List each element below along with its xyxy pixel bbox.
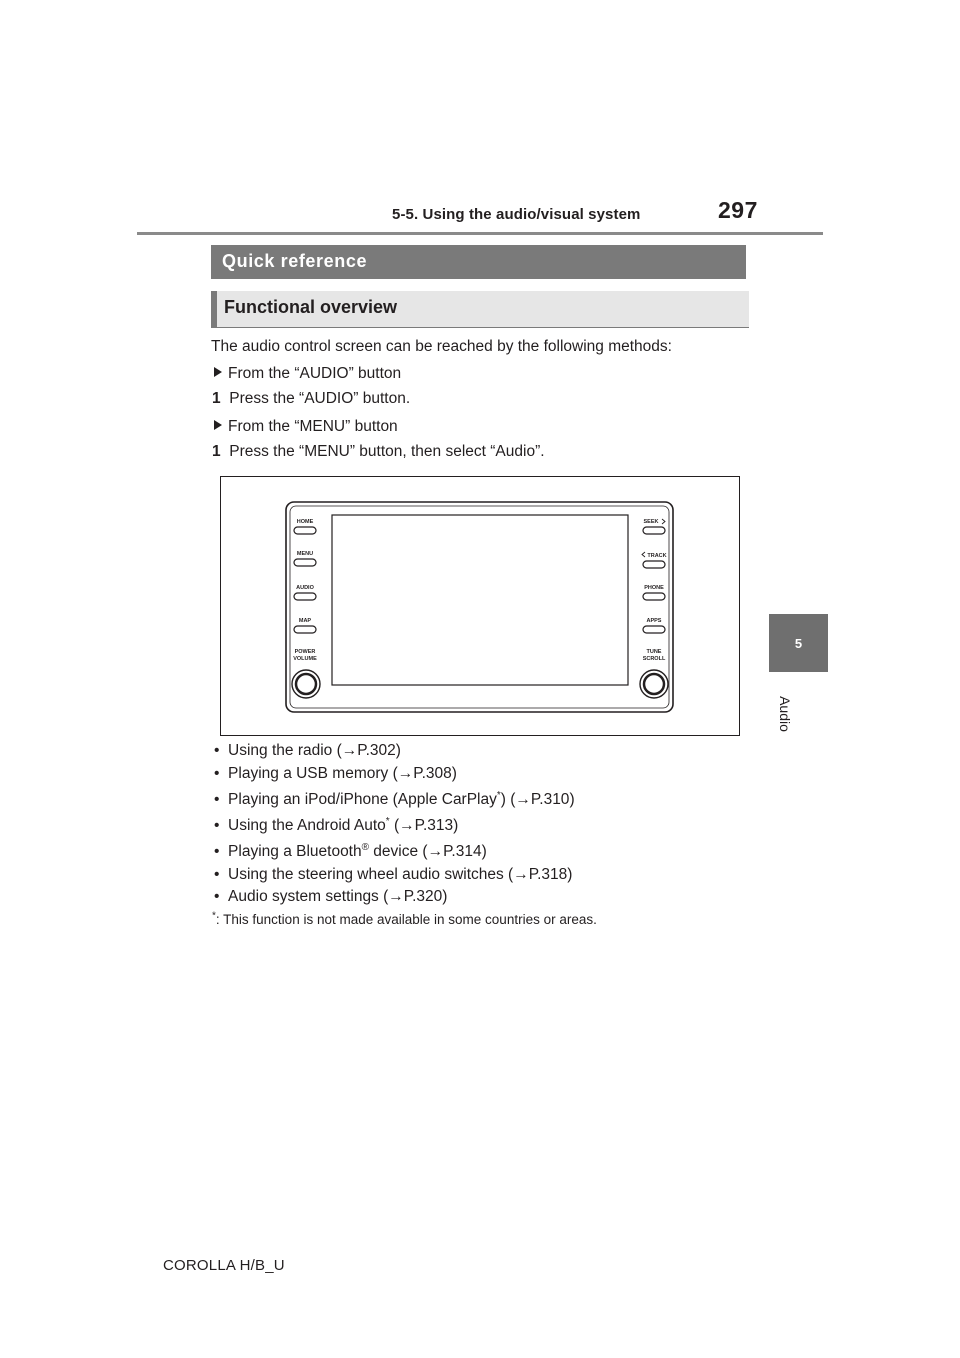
menu-button-label: MENU xyxy=(296,551,314,557)
audio-button xyxy=(294,593,316,600)
footer-model-code: COROLLA H/B_U xyxy=(163,1257,285,1274)
volume-label: VOLUME xyxy=(293,656,317,662)
list-item: • Playing a USB memory (→P.308) xyxy=(214,765,457,782)
method-step-audio xyxy=(212,389,410,409)
arrow-right-icon xyxy=(214,367,222,377)
head-unit-figure xyxy=(220,476,740,736)
functional-overview-heading: Functional overview xyxy=(211,291,749,328)
map-button xyxy=(294,626,316,633)
list-item: • Using the radio (→P.302) xyxy=(214,742,401,759)
menu-button xyxy=(294,559,316,566)
footnote-mark: * xyxy=(212,910,216,922)
intro-text: The audio control screen can be reached by the following methods: xyxy=(211,338,672,355)
chapter-side-label: Audio xyxy=(777,696,793,732)
quick-reference-banner: Quick reference xyxy=(211,245,746,279)
list-item: • Using the Android Auto* (→P.313) xyxy=(214,815,459,834)
track-button-label: TRACK xyxy=(647,553,667,559)
page-reference-link[interactable]: P.320 xyxy=(403,888,443,905)
footnote-text: : This function is not made available in some countries or areas. xyxy=(215,912,597,927)
chapter-number: 5 xyxy=(794,635,803,651)
step-text: Press the “AUDIO” button. xyxy=(229,390,411,407)
step-text: Press the “MENU” button, then select “Audio”. xyxy=(229,443,545,460)
home-button xyxy=(294,527,316,534)
method-heading-audio: From the “AUDIO” button xyxy=(214,364,401,384)
step-number: 1 xyxy=(212,443,221,460)
list-item: • Using the steering wheel audio switches (→P.318) xyxy=(214,866,573,883)
page-reference-link[interactable]: P.310 xyxy=(530,791,570,808)
page-reference-link[interactable]: P.313 xyxy=(414,817,454,834)
section-title: 5-5. Using the audio/visual system xyxy=(392,206,641,223)
chapter-tab[interactable] xyxy=(769,614,828,672)
list-item: • Audio system settings (→P.320) xyxy=(214,888,448,905)
list-item: • Playing an iPod/iPhone (Apple CarPlay*) (→P.310) xyxy=(214,789,575,808)
method-heading-menu: From the “MENU” button xyxy=(214,417,398,437)
page-reference-link[interactable]: P.308 xyxy=(413,765,452,782)
track-button xyxy=(643,561,665,568)
scroll-label: SCROLL xyxy=(642,656,666,662)
list-item: • Playing a Bluetooth® device (→P.314) xyxy=(214,841,487,860)
apps-button xyxy=(643,626,665,633)
tune-label: TUNE xyxy=(646,649,662,655)
page-reference-link[interactable]: P.318 xyxy=(528,866,568,883)
audio-button-label: AUDIO xyxy=(296,585,314,591)
footnote xyxy=(212,912,597,927)
seek-button xyxy=(643,527,665,534)
apps-button-label: APPS xyxy=(646,618,662,624)
arrow-right-icon xyxy=(214,420,222,430)
method-step-menu xyxy=(212,442,545,462)
page-reference-link[interactable]: P.302 xyxy=(357,742,396,759)
header-rule xyxy=(137,232,823,235)
phone-button xyxy=(643,593,665,600)
page-number: 297 xyxy=(718,197,758,223)
phone-button-label: PHONE xyxy=(644,585,664,591)
display-screen xyxy=(332,515,628,685)
step-number: 1 xyxy=(212,390,221,407)
seek-button-label: SEEK xyxy=(643,519,659,525)
head-unit-illustration xyxy=(221,477,739,735)
power-label: POWER xyxy=(294,649,316,655)
page-reference-link[interactable]: P.314 xyxy=(443,843,482,860)
home-button-label: HOME xyxy=(296,519,314,525)
map-button-label: MAP xyxy=(298,618,312,624)
